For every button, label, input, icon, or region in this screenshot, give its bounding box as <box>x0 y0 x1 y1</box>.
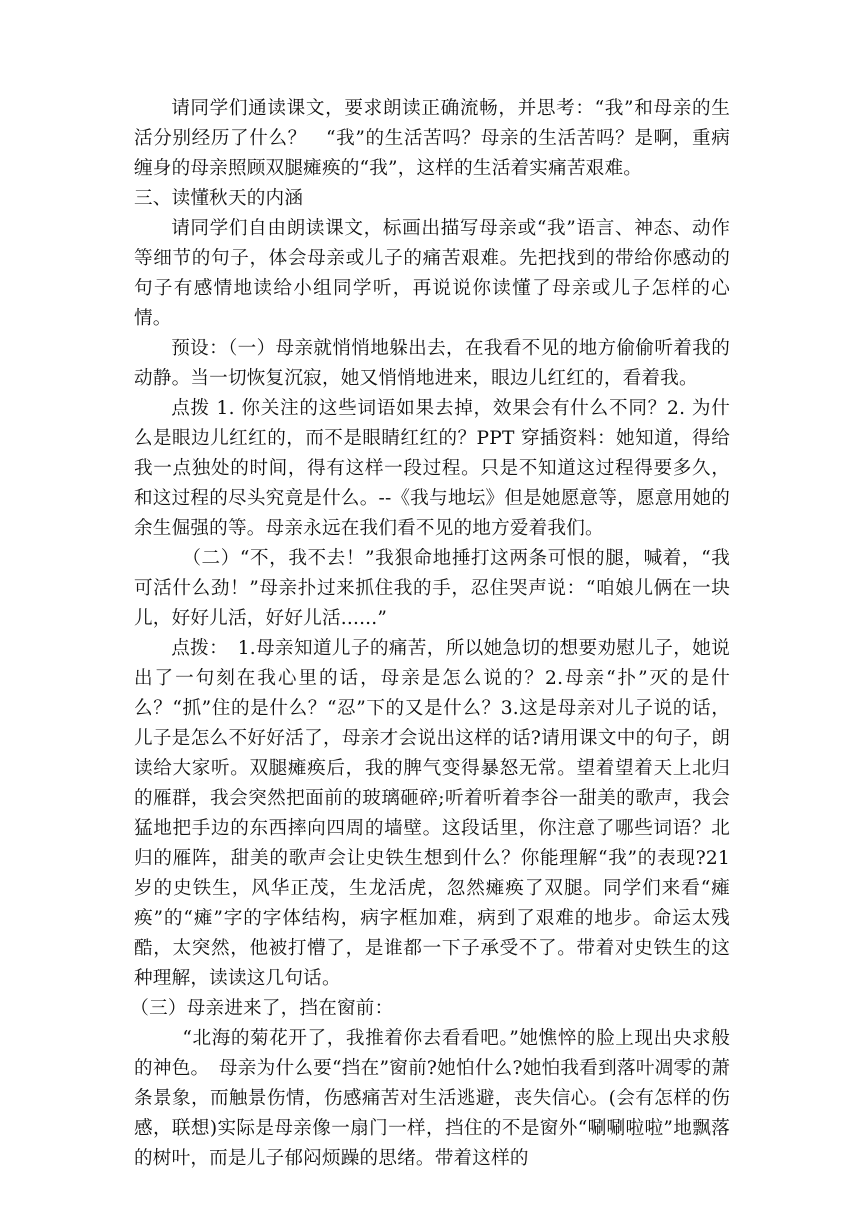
paragraph-reading-task: 请同学们通读课文，要求朗读正确流畅，并思考：“我”和母亲的生活分别经历了什么？ “我”的生活苦吗？母亲的生活苦吗？是啊，重病缠身的母亲照顾双腿瘫痪的“我”，这样的生活着实痛苦艰难。 <box>134 98 730 179</box>
lesson-text <box>130 94 730 1174</box>
paragraph-preset-one: 预设：（一）母亲就悄悄地躲出去，在我看不见的地方偷偷听着我的动静。当一切恢复沉寂，她又悄悄地进来，眼边儿红红的，看着我。 <box>134 338 730 389</box>
paragraph-instruction: 请同学们自由朗读课文，标画出描写母亲或“我”语言、神态、动作等细节的句子，体会母亲或儿子的痛苦艰难。先把找到的带给你感动的句子有感情地读给小组同学听，再说说你读懂了母亲或儿子怎样的心情。 <box>134 218 730 329</box>
paragraph-guidance-one: 点拨 1. 你关注的这些词语如果去掉，效果会有什么不同？2. 为什么是眼边儿红红的，而不是眼睛红红的？PPT 穿插资料：她知道，得给我一点独处的时间，得有这样一段过程。只是不知道这过程得要多久，和这过程的尽头究竟是什么。--《我与地坛》但是她愿意等，愿意用她的余生倔强的等。母亲永远在我们看不见的地方爱着我们。 <box>134 398 730 539</box>
paragraph-guidance-two: 点拨： 1.母亲知道儿子的痛苦，所以她急切的想要劝慰儿子，她说出了一句刻在我心里的话，母亲是怎么说的？2.母亲“扑”灭的是什么？“抓”住的是什么？“忍”下的又是什么？3.这是母亲对儿子说的话，儿子是怎么不好好活了，母亲才会说出这样的话?请用课文中的句子，朗读给大家听。双腿瘫痪后，我的脾气变得暴怒无常。望着望着天上北归的雁群，我会突然把面前的玻璃砸碎;听着听着李谷一甜美的歌声，我会猛地把手边的东西摔向四周的墙壁。这段话里，你注意了哪些词语？北归的雁阵，甜美的歌声会让史铁生想到什么？你能理解“我”的表现?21 岁的史铁生，风华正茂，生龙活虎，忽然瘫痪了双腿。同学们来看“瘫痪”的“瘫”字的字体结构，病字框加难，病到了艰难的地步。命运太残酷，太突然，他被打懵了，是谁都一下子承受不了。带着对史铁生的这种理解，读读这几句话。 <box>134 638 730 989</box>
paragraph-preset-two: （二）“不，我不去！”我狠命地捶打这两条可恨的腿，喊着，“我可活什么劲！”母亲扑过来抓住我的手，忍住哭声说：“咱娘儿俩在一块儿，好好儿活，好好儿活......” <box>134 548 730 629</box>
section-heading: 三、读懂秋天的内涵 <box>134 188 304 209</box>
paragraph-preset-three: （三）母亲进来了，挡在窗前： <box>130 998 394 1019</box>
paragraph-guidance-three: “北海的菊花开了，我推着你去看看吧。”她憔悴的脸上现出央求般的神色。 母亲为什么要“挡在”窗前?她怕什么?她怕我看到落叶凋零的萧条景象，而触景伤情，伤感痛苦对生活逃避，丧失信心。(会有怎样的伤感，联想)实际是母亲像一扇门一样，挡住的不是窗外“唰唰啦啦”地飘落的树叶，而是儿子郁闷烦躁的思绪。带着这样的 <box>134 1028 730 1169</box>
